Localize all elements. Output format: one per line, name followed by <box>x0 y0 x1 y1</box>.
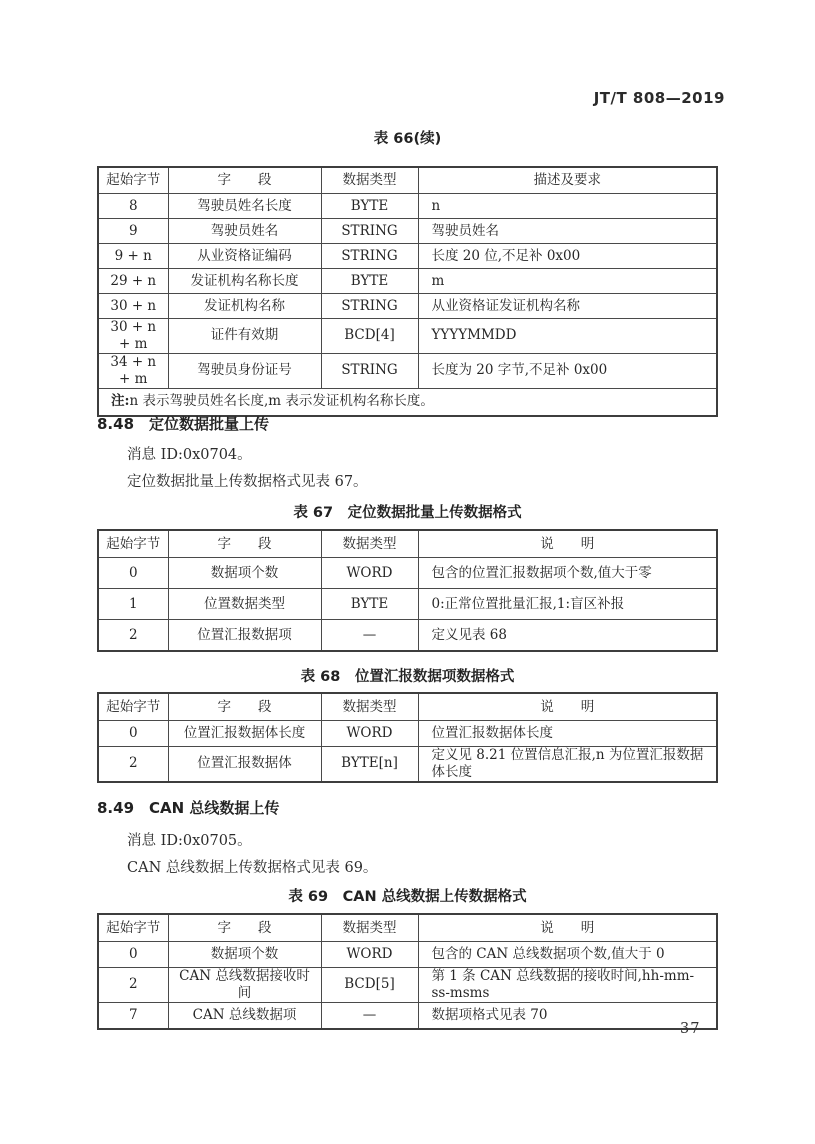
column-header: 数据类型 <box>321 914 418 942</box>
paragraph-see-table-67: 定位数据批量上传数据格式见表 67。 <box>127 474 368 490</box>
column-header: 字 段 <box>168 693 321 721</box>
table-cell: BCD[4] <box>321 319 418 354</box>
column-header: 数据类型 <box>321 167 418 194</box>
table-row <box>98 721 717 747</box>
note-prefix: 注: <box>111 393 130 410</box>
table-note <box>98 388 717 416</box>
table-note-row <box>98 388 717 416</box>
document-number-header: JT/T 808—2019 <box>593 89 725 107</box>
table-cell: 0 <box>98 721 168 747</box>
table-67 <box>97 529 718 652</box>
table-header-row <box>98 530 717 558</box>
table-cell: 驾驶员身份证号 <box>168 353 321 388</box>
table-cell: STRING <box>321 244 418 269</box>
section-heading-8-48: 8.48 定位数据批量上传 <box>97 415 270 433</box>
table-cell: 第 1 条 CAN 总线数据的接收时间,hh-mm-ss-msms <box>418 968 717 1003</box>
paragraph-see-table-69: CAN 总线数据上传数据格式见表 69。 <box>127 860 378 876</box>
table-row <box>98 942 717 968</box>
table-cell: WORD <box>321 942 418 968</box>
table-cell: WORD <box>321 558 418 589</box>
table-cell: 位置汇报数据项 <box>168 620 321 652</box>
column-header: 说 明 <box>418 693 717 721</box>
table-cell: 从业资格证发证机构名称 <box>418 294 717 319</box>
note-text: n 表示驾驶员姓名长度,m 表示发证机构名称长度。 <box>129 393 434 410</box>
section-heading-8-49: 8.49 CAN 总线数据上传 <box>97 799 280 817</box>
table-cell: 2 <box>98 620 168 652</box>
table-cell: 30 + n <box>98 294 168 319</box>
table-cell: 发证机构名称长度 <box>168 269 321 294</box>
table-cell: 0 <box>98 942 168 968</box>
table-cell: 发证机构名称 <box>168 294 321 319</box>
table-cell: BCD[5] <box>321 968 418 1003</box>
table-cell: 2 <box>98 747 168 782</box>
table-cell: 1 <box>98 589 168 620</box>
table-cell: 位置数据类型 <box>168 589 321 620</box>
table-cell: 数据项格式见表 70 <box>418 1002 717 1029</box>
table-cell: WORD <box>321 721 418 747</box>
table-cell: 定义见 8.21 位置信息汇报,n 为位置汇报数据体长度 <box>418 747 717 782</box>
page-number: 37 <box>680 1021 701 1037</box>
table-cell: 驾驶员姓名 <box>418 219 717 244</box>
table-row <box>98 244 717 269</box>
table-cell: 7 <box>98 1002 168 1029</box>
table-row <box>98 269 717 294</box>
table-cell: n <box>418 194 717 219</box>
table-cell: YYYYMMDD <box>418 319 717 354</box>
table-cell: 0:正常位置批量汇报,1:盲区补报 <box>418 589 717 620</box>
table-cell: 位置汇报数据体 <box>168 747 321 782</box>
table-cell: 长度 20 位,不足补 0x00 <box>418 244 717 269</box>
paragraph-message-id-0705: 消息 ID:0x0705。 <box>127 833 252 849</box>
table-cell: 数据项个数 <box>168 942 321 968</box>
table-cell: 9 <box>98 219 168 244</box>
table-cell: BYTE <box>321 269 418 294</box>
table-row <box>98 747 717 782</box>
column-header: 数据类型 <box>321 530 418 558</box>
table-66 <box>97 166 718 417</box>
table-cell: 包含的位置汇报数据项个数,值大于零 <box>418 558 717 589</box>
table-69 <box>97 913 718 1030</box>
table-cell: STRING <box>321 353 418 388</box>
table-cell: m <box>418 269 717 294</box>
table-header-row <box>98 167 717 194</box>
paragraph-message-id-0704: 消息 ID:0x0704。 <box>127 447 252 463</box>
table-cell: 数据项个数 <box>168 558 321 589</box>
table-cell: 长度为 20 字节,不足补 0x00 <box>418 353 717 388</box>
table-row <box>98 219 717 244</box>
table-cell: 证件有效期 <box>168 319 321 354</box>
column-header: 字 段 <box>168 167 321 194</box>
table-row <box>98 968 717 1003</box>
column-header: 起始字节 <box>98 530 168 558</box>
table-68-title: 表 68 位置汇报数据项数据格式 <box>300 669 515 685</box>
table-cell: BYTE <box>321 589 418 620</box>
table-cell: 9 + n <box>98 244 168 269</box>
table-cell: 0 <box>98 558 168 589</box>
table-cell: STRING <box>321 294 418 319</box>
table-row <box>98 294 717 319</box>
table-cell: 30 + n + m <box>98 319 168 354</box>
table-cell: CAN 总线数据项 <box>168 1002 321 1029</box>
table-header-row <box>98 914 717 942</box>
table-cell: BYTE <box>321 194 418 219</box>
table-cell: 从业资格证编码 <box>168 244 321 269</box>
table-69-title: 表 69 CAN 总线数据上传数据格式 <box>288 889 527 905</box>
column-header: 描述及要求 <box>418 167 717 194</box>
column-header: 字 段 <box>168 914 321 942</box>
table-cell: 34 + n + m <box>98 353 168 388</box>
table-cell: 2 <box>98 968 168 1003</box>
table-cell: CAN 总线数据接收时间 <box>168 968 321 1003</box>
column-header: 说 明 <box>418 914 717 942</box>
table-cell: 位置汇报数据体长度 <box>418 721 717 747</box>
table-cell: 29 + n <box>98 269 168 294</box>
table-row <box>98 558 717 589</box>
table-cell: 8 <box>98 194 168 219</box>
table-cell: — <box>321 620 418 652</box>
table-cell: STRING <box>321 219 418 244</box>
column-header: 起始字节 <box>98 167 168 194</box>
table-66-title: 表 66(续) <box>373 131 442 147</box>
table-cell: 驾驶员姓名长度 <box>168 194 321 219</box>
table-row <box>98 319 717 354</box>
table-cell: BYTE[n] <box>321 747 418 782</box>
column-header: 字 段 <box>168 530 321 558</box>
table-67-title: 表 67 定位数据批量上传数据格式 <box>293 505 522 521</box>
table-row <box>98 589 717 620</box>
column-header: 数据类型 <box>321 693 418 721</box>
table-cell: 位置汇报数据体长度 <box>168 721 321 747</box>
column-header: 起始字节 <box>98 914 168 942</box>
table-row <box>98 194 717 219</box>
table-row <box>98 353 717 388</box>
table-cell: 驾驶员姓名 <box>168 219 321 244</box>
table-68 <box>97 692 718 783</box>
column-header: 说 明 <box>418 530 717 558</box>
column-header: 起始字节 <box>98 693 168 721</box>
table-cell: — <box>321 1002 418 1029</box>
table-cell: 定义见表 68 <box>418 620 717 652</box>
table-row <box>98 1002 717 1029</box>
table-cell: 包含的 CAN 总线数据项个数,值大于 0 <box>418 942 717 968</box>
table-row <box>98 620 717 652</box>
table-header-row <box>98 693 717 721</box>
